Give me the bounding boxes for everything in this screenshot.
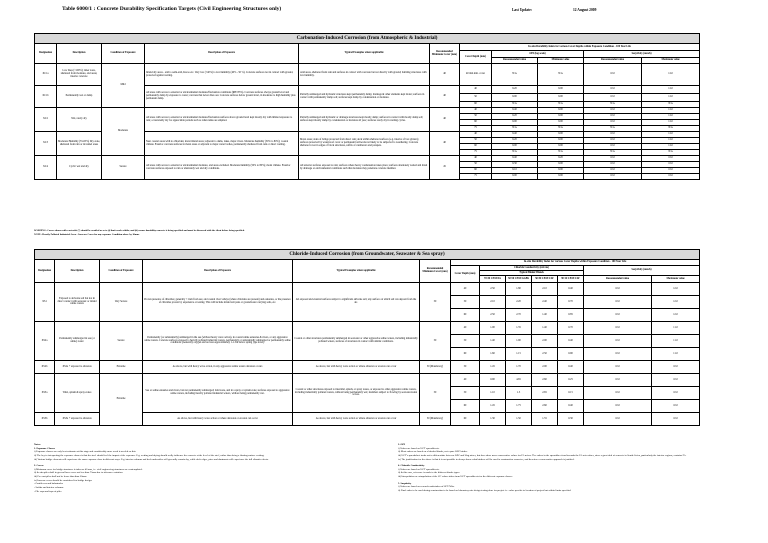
cell-sorp-rec: N/A [584,126,642,132]
row-condition: Extreme [100,361,143,374]
col-insitu-index: In-situ Durability Index for various Cover Depths within Exposure Condition - 100 Year Life [451,260,700,266]
note-item: i) Values are based on UCT spreadsheets. [398,446,440,450]
cell-sorp-rec: 10.0 [584,144,642,150]
row-code: XC1b [35,86,57,108]
cell-sorp-rec: 10.0 [584,400,652,413]
cell-binder-fa: 1.45 [480,361,506,374]
cell-binder-ggbs: 1.5 [506,387,532,400]
cell-cover: 75 [460,126,492,132]
cell-binder-ggbs: 1.50 [506,413,532,426]
cell-binder-csf90: 0.25 [558,374,584,387]
col-condition: Condition of Exposure [100,260,143,283]
col-opi-rec: Recommended value [492,58,538,64]
cell-sorp-rec: 10.0 [584,413,652,426]
cell-opi-min: N/A [538,64,584,86]
cell-sorp-max: 10.0 [652,387,700,400]
row-examples: Coastal or other structures permanently submerged in seawater or other aggressive saline waters, including industrially polluted waters, surfaces of structures in contact with similar conditions. [293,322,420,361]
note-item: iii) Interpolation or extrapolation of the CC values taken from UCT spreadsheets for the different exposure classes [398,475,513,478]
cell-sorp-rec: 10.0 [584,348,652,361]
note-item: iii) Various bridge elements will experience the same exposure class in different ways. E.g. interior columns and deck undersides will generally remain dry, while deck edges, piers and abutments will experience the full climatic effects. [34,457,269,461]
row-exposure: All areas with access to external or environmental moisture, and areas excluded. Moderate humidity (50% to 80%); moist climate. Exterior concrete surfaces exposed to rain or alternately wet and dry conditions. [145,156,299,180]
cell-cover: 50 [460,94,492,102]
cell-sorp-rec: 10.0 [584,114,642,120]
row-description: Moderate Humidity (55-65%) Dry zone, sheltered from rain or in tunnel areas [57,132,102,156]
row-min-cover: 50 [420,322,451,361]
notes-sorptivity-heading: 5. Sorptivity [398,481,412,485]
cell-binder-ggbs: 2.20 [506,296,532,309]
col-description: Description [57,44,102,64]
cell-sorp-rec: 10.0 [584,387,652,400]
cell-opi-rec: N/A [492,150,538,156]
col-binder-csf90: 90:10 CEM:CSF [558,276,584,283]
cell-opi-rec: 9.40 [492,132,538,138]
row-exposure: Proven presence of chlorides; generally < 1km from sea; and coastal river valleys (where chlorides are present) and estuaries, or the presence of chlorides proven by experience or testing. This will include inland salt pans or groundwater carrying salts, etc. [143,283,293,322]
note-item: ii) In this case, reference is made to the different binder types. [398,471,460,475]
row-description: Low lines (<100%); inner zone, sheltered from moisture, and areas; interior concrete [57,64,102,86]
notes-heading: Notes: [34,443,41,446]
row-code: XC3 [35,132,57,156]
cell-binder-csf90: 0.70 [558,322,584,335]
cell-sorp-max: 12.0 [642,144,700,150]
row-min-cover: 45 [430,156,460,180]
cell-sorp-rec: 10.0 [584,309,652,322]
cell-sorp-max: 12.0 [642,132,700,138]
table-row [35,64,700,86]
cell-cover: 60 [460,168,492,174]
cell-sorp-max: 10.0 [652,374,700,387]
cell-sorp-max: 12.0 [642,138,700,144]
cell-binder-fa: 1.00 [480,322,506,335]
cell-opi-rec: 9.20 [492,138,538,144]
row-examples: All exterior surfaces exposed to rain; surfaces where heavy condensation takes place; surfaces alternately wetted and dried by drainage or environmental conditions such that moisture may penetrate concrete member. [299,156,430,180]
row-condition: Severe [100,322,143,361]
cell-sorp-rec: 10.0 [584,64,642,86]
cell-cover: 40 [451,283,480,296]
cell-cover: 40 [460,86,492,94]
row-examples: Partially submerged and hydraulic structures kept permanently damp; drainage & other elements kept moist; surfaces in contact with permanently damp soil; surfaces kept damp by condensation or moisture. [299,86,430,108]
row-code: XS2b [35,361,55,374]
cell-sorp-rec: 10.0 [584,156,642,162]
note-item: i) Minimum cover for bridge structures is taken as 40 mm, i.e. civil engineering structures are contemplated. [34,467,143,471]
col-designation: Designation [35,44,57,64]
cell-opi-min: 9.00 [538,108,584,114]
cell-sorp-max: N/A [642,102,700,108]
col-sorptivity-group: Sorptivity (mm/h) [584,51,700,58]
row-description: Permanently submerged in sea (or saline) water [55,322,100,361]
row-code: XS3b [35,413,55,426]
row-examples: As above, but with heavy wave action or where abrasion or erosion can occur [293,413,420,426]
row-min-cover: 50 (Mandatory) [420,361,451,374]
cell-binder-ggbs: 2.70 [506,309,532,322]
cell-cover: 75 [460,150,492,156]
row-description: Wet, rarely dry [57,108,102,132]
chloride-section-title: Chloride-Induced Corrosion (from Groundwater, Seawater & Sea spray) [35,250,700,260]
cell-binder-csf50: 1.40 [532,309,558,322]
cell-binder-ggbs: 4.65 [506,374,532,387]
cell-sorp-max: 12.0 [652,296,700,309]
cell-cover: 40 [451,374,480,387]
cell-binder-ggbs: 1.15 [506,348,532,361]
col-description: Description [55,260,100,283]
cell-cover: 50 [460,138,492,144]
cell-binder-ggbs: 1.80 [506,283,532,296]
cell-cover: 40 [460,132,492,138]
cell-sorp-rec: 10.0 [584,138,642,144]
row-condition: Very Severe [100,283,143,322]
cell-sorp-rec: 10.0 [584,283,652,296]
note-item: i) Values are based on research undertaken at UCT/Wits. [398,485,455,489]
cell-binder-csf50: 2.65 [532,387,558,400]
notes-exposure-heading: 1. Exposure Classes [34,446,55,450]
row-exposure: Permanently (or substantially) submerged in the sea (without heavy wave action), in coastal saline estuaries & rivers, or any aggressive saline waters. Concrete surfaces exposed to heavily polluted industrial waters, permanently or substantially submerged or permanently saline conditions (Generally oxygen starved area approximately 1-1.5m below spring type level). [143,322,293,361]
cell-binder-fa: 2.50 [480,283,506,296]
cell-sorp-rec: 10.0 [584,86,642,94]
cell-sorp-max: 10.0 [642,162,700,168]
cell-cover: 60 [460,102,492,108]
col-cci-group: Chloride Conductivity (mS/cm) [480,266,584,271]
col-opi-group: OPI (log scale) [492,51,584,58]
row-examples: Arid areas, sheltered from rain and surfaces in contact with concrete but not directly with ground; building structures with low humidity. [299,64,430,86]
cell-opi-min: N/A [538,126,584,132]
cell-sorp-max: 11.0 [652,348,700,361]
cell-binder-fa: 1.45 [480,400,506,413]
cell-sorp-max: 12.0 [642,114,700,120]
cell-sorp-rec: 10.0 [584,361,652,374]
cell-sorp-rec: 10.0 [584,168,642,174]
row-code: XS2a [35,322,55,361]
cell-binder-fa: 1.60 [480,348,506,361]
cell-cover: 60 [451,348,480,361]
cell-sorp-max: 12.0 [642,108,700,114]
col-binder-group: Typical Binder Blends [480,271,584,276]
cell-sorp-max: 12.0 [642,94,700,102]
cell-sorp-max: 10.0 [642,156,700,162]
cell-binder-csf50: 1.55 [532,413,558,426]
cell-binder-csf50: 2.40 [532,296,558,309]
cell-cover: 50 [451,296,480,309]
cell-binder-fa: 2.50 [480,309,506,322]
row-exposure: All areas with access to external or environmental moisture/fluctuation conditions (RH>85%). Concrete surfaces always ground level and permanently damp by exposure to water; concrete that never dries out. Concrete surfaces below ground level, in moderate to high humidity plus permanent damp. [145,86,299,108]
cell-sorp-max: 10.0 [642,174,700,180]
cell-sorp-max: N/A [642,126,700,132]
row-description: Tidal, splash & spray zones [55,374,100,413]
col-min-cover: Recommended Minimum Cover (mm) [430,44,460,64]
cell-sorp-max: 12.0 [642,120,700,126]
row-exposure: All areas with access to external or environmental moisture/fluctuation surfaces above ground level kept mostly dry with limited exposure to rain; occasionally dry for appreciable periods such as when tanks are emptied. [145,108,299,132]
cell-binder-csf50: 2.60 [532,400,558,413]
row-description: XS2a + exposed to abrasion [55,361,100,374]
cell-opi-rec: 9.10 [492,168,538,174]
cell-cover: 60 [451,309,480,322]
row-condition: Severe [102,156,145,180]
cell-opi-min: N/A [538,150,584,156]
cell-sorp-max: 11.0 [652,335,700,348]
cell-opi-rec: N/A [492,126,538,132]
row-code: XC2 [35,108,57,132]
cell-cover: 75 [460,174,492,180]
col-insitu-index: In-situ Durability Index for various Cover Depths within Exposure Condition - 100 Year Life [460,44,700,51]
row-examples: Coastal or other structures exposed to intertidal, splash, or spray zones, or exposed to other aggressive saline waters, including industrially polluted waters, without being permanently wet; members subject to flowing by seawater-laden waves. [293,374,420,413]
cell-cover: 40 [460,108,492,114]
warning-note: WARNING: Covers shown with a asterisk (*) should be avoided as as to (i) limit crack widths, and (ii) ensure durability concrete is being specified and must be discussed with the client before being specified. [34,229,245,232]
col-designation: Designation [35,260,55,283]
cell-cover: 60 [460,120,492,126]
row-condition: Moderate [102,108,145,156]
cell-binder-csf50: 2.10 [532,283,558,296]
col-min-cover: Recommended Minimum Cover (mm) [420,260,451,283]
cell-sorp-max: 12.0 [652,309,700,322]
row-code: XS1 [35,283,55,322]
cell-cover: 60 [451,400,480,413]
cell-opi-rec: 9.20 [492,114,538,120]
cell-sorp-rec: 10.0 [584,335,652,348]
cell-opi-min: 9.00 [538,138,584,144]
cell-sorp-max: 11.0 [652,322,700,335]
col-sorp-max: Maximum value [642,58,700,64]
cell-cover: 60 [460,144,492,150]
row-description: Exposed to airborne salt but not in direct contact with seawater or inland saline waters [55,283,100,322]
row-examples: All exposed and external surfaces subject to significant airborne salt; any surface on which salt can deposit from the air. [293,283,420,322]
cell-sorp-rec: 10.0 [584,296,652,309]
cell-opi-min: 9.00 [538,168,584,174]
row-examples: Partially submerged and hydraulic or drainage structures kept mostly damp; surfaces in contact with mostly damp soil; surfaces kept mostly damp by condensation or moisture all year; surfaces rarely dry in wetting cycles. [299,108,430,132]
cell-sorp-max: 10.0 [652,361,700,374]
last-update-value: 12 August 2009 [573,8,597,12]
cell-opi-min: 9.20 [538,156,584,162]
cell-binder-csf90: 0.40 [558,335,584,348]
cell-opi-rec: 9.20 [492,86,538,94]
cell-opi-min: 9.00 [538,132,584,138]
industrial-note: NOTE: Heavily Polluted Industrial Areas - Increase Cover for any exposure Condition above by 10mm. [34,233,140,236]
col-examples: Typical Examples where applicable [299,44,430,64]
carbonation-section-title: Carbonation-Induced Corrosion (from Atmospheric & Industrial) [35,34,700,44]
note-item: ii) Final value to be used during construction to be based on laboratory mix design testing done for project i.e. value specific to location of project but within limits specified [398,488,571,492]
cell-binder-csf90: 0.90 [558,348,584,361]
row-min-cover: 40 [430,108,460,132]
cell-sorp-rec: N/A [584,150,642,156]
cell-binder-csf50: 1.40 [532,322,558,335]
cell-binder-csf50: 2.50 [532,348,558,361]
row-code: XC4 [35,156,57,180]
cell-binder-csf90: 0.85 [558,309,584,322]
row-min-cover: 50 [420,374,451,413]
row-description: Cyclic wet and dry [57,156,102,180]
row-description: XS3a + exposed to abrasion [55,413,100,426]
col-binder-ggbs: 50:50 CEM:GGBS [506,276,532,283]
row-min-cover: 40 [430,64,460,86]
row-min-cover: 40 [430,86,460,108]
note-item: ii) In-situ piles shall in general have cover not less than 75mm due to tolerance variation. [34,471,124,475]
cell-binder-ggbs: 1.70 [506,361,532,374]
row-min-cover: 50 (Mandatory) [420,413,451,426]
cell-binder-csf50: 2.00 [532,335,558,348]
cell-sorp-max: 12.0 [642,64,700,86]
cell-binder-fa: 0.90 [480,374,506,387]
col-desc-exposure: Description of Exposure [145,44,299,64]
cell-sorp-rec: 10.0 [584,322,652,335]
col-sorp-rec: Recommended value [584,58,642,64]
table-row [35,322,700,335]
cell-opi-rec: N/A [492,64,538,86]
col-examples: Typical Examples where applicable [293,260,420,283]
cell-sorp-rec: 10.0 [584,108,642,114]
cell-binder-fa: 1.30 [480,413,506,426]
cell-cover: 50 [460,114,492,120]
cell-binder-csf90: 0.40 [558,283,584,296]
cell-opi-min: 9.00 [538,162,584,168]
cell-sorp-max: 12.0 [642,86,700,94]
cell-sorp-rec: N/A [584,102,642,108]
cell-binder-csf50: 2.00 [532,361,558,374]
cell-binder-ggbs: 1.90 [506,335,532,348]
row-exposure: As above, but with heavy wave action, in any aggressive saline waters abrasion occurs [143,361,293,374]
row-description: Permanently wet or damp [57,86,102,108]
cell-binder-fa: 2.10 [480,296,506,309]
note-item: - Pile caps and tops of piles [34,489,62,493]
cell-binder-csf50: 2.60 [532,374,558,387]
row-exposure: Inland dry areas - arid to semi-arid, Karoo etc. Very low (<40%) to low humidity (40% - 50 %). Concrete surfaces not in contact with ground, protected against wetting. [145,64,299,86]
col-sorptivity-group: Sorptivity (mm/h) [584,266,700,276]
cell-sorp-rec: 10.0 [584,162,642,168]
row-exposure: Sea or saline estuaries and rivers, but not permanently submerged; tidal zone, and in a spray or splash zone; surfaces exposed to aggressive saline waters, including heavily polluted industrial waters, without being permanently wet. [143,374,293,413]
row-cover: 40 mm min. cover [460,64,492,86]
cell-sorp-rec: 10.0 [584,120,642,126]
notes-cc-heading: 4. Chloride Conductivity [398,464,425,468]
notes-opi-heading: 3. OPI [398,443,405,446]
col-binder-fa: 70:30 CEM:FA [480,276,506,283]
table-row [35,361,700,374]
cell-opi-min: 9.00 [538,144,584,150]
note-item: iii) UCT's spreadsheet tends not to differentiate between OPC and Slag mixes, but does show more conservative values for FA mixes. The values in the spreadsheet tend towards the FA mix values, since a great deal of concrete in South Africa, particularly the interior regions, contains FA. [398,453,687,457]
cell-cover: 50 [451,387,480,400]
col-condition: Condition of Exposure [102,44,145,64]
carbonation-table [34,33,700,180]
note-item: i) Values are based on UCT spreadsheets. [398,467,440,471]
row-exposure: Near coastal areas with no chlorides; moist inland areas; adjacent to dams, lakes, major rivers. Moderate humidity (50% to 80%); coastal climate. Exterior concrete surfaces in moist areas or adjacent to major water bodies, permanently sheltered from rain or direct wetting. [145,132,299,156]
cell-cover: 50 [451,335,480,348]
notes-cover-heading: 2. Cover: [34,464,44,468]
cell-binder-csf90: 0.70 [558,296,584,309]
cell-cover: 50 [460,162,492,168]
cell-sorp-max: 10.0 [642,168,700,174]
col-opi-min: Minimum value [538,58,584,64]
cell-opi-min: 9.00 [538,120,584,126]
row-condition: Extreme [100,374,143,426]
note-item: ii) The key to interpreting the exposure classes is that the steel should feel the impact of the exposure. E.g. wetting and drying should really influence the concrete at the level of the steel, rather than being a floating surface wetting. [34,453,265,457]
cell-sorp-rec: 10.0 [584,132,642,138]
cell-binder-csf90: 0.30 [558,413,584,426]
cell-opi-rec: 9.40 [492,156,538,162]
cell-sorp-rec: 10.0 [584,374,652,387]
note-item: iv) The justification for the above is that it is not possible to always know what binders will be used in construction concretes, and therefore a conservative approach is justified. [398,457,575,461]
cell-sorp-rec: 10.0 [584,94,642,102]
cell-binder-csf90: 0.15 [558,387,584,400]
cell-opi-rec: 9.00 [492,144,538,150]
cell-cover: 40 [451,322,480,335]
cell-sorp-max: 10.0 [652,413,700,426]
table-row [35,283,700,296]
cell-binder-ggbs: 1.35 [506,322,532,335]
row-condition: Mild [102,64,145,108]
row-code: XS3a [35,374,55,413]
cell-opi-min: N/A [538,102,584,108]
cell-opi-rec: 9.00 [492,94,538,102]
row-examples: As above, but with heavy wave action or where abrasion or erosion can occur [293,361,420,374]
chloride-table [34,249,700,426]
note-item: i) Exposure classes are only best estimates at this stage and considerably more work is needed on this. [34,450,137,454]
cell-cover: 50 [451,361,480,374]
col-binder-csf50: 50:50 CEM:CSF [532,276,558,283]
note-item: iv) Increase cover should be considered for bridge design: [34,478,93,482]
cell-opi-min: 9.00 [538,86,584,94]
note-item: iii) Pre-cast piles shall not be lesser than than 50mm. [34,475,87,478]
col-cover-depth: Cover Depth (mm) [451,266,480,283]
cell-cover: 40 [460,156,492,162]
col-cover-depth: Cover Depth (mm) [460,51,492,64]
cell-binder-csf90: 0.40 [558,361,584,374]
col-sorp-max: Maximum value [652,276,700,283]
note-item: ii) Most values are based on a blended binder, not a pure OPC binder. [398,450,468,454]
cell-binder-fa: 1.10 [480,387,506,400]
cell-sorp-max: 10.0 [652,400,700,413]
cell-opi-min: 9.00 [538,174,584,180]
row-min-cover: 50 [420,283,451,322]
row-examples: Moist areas; sides of bridge protected from direct rain; deck within sheltered surfaces (e.g. interior of box girders); surfaces protected by waterproof cover or permanent formwork not likely to be subjected to weathering. Concrete sheltered cover in edges of block structures, soffits of cantilevers and parapets. [299,132,430,156]
last-update-label: Last Update: [512,8,533,12]
note-item: - Soffits and interior columns [34,485,64,489]
table-row [35,374,700,387]
cell-opi-rec: N/A [492,102,538,108]
cell-binder-fa: 1.40 [480,335,506,348]
col-desc-exposure: Description of Exposure [143,260,293,283]
cell-opi-min: 9.00 [538,114,584,120]
cell-sorp-rec: 10.0 [584,174,642,180]
cell-opi-rec: 9.30 [492,162,538,168]
row-min-cover: 40 [430,132,460,156]
cell-cover: 60 [451,413,480,426]
cell-opi-rec: 9.00 [492,174,538,180]
cell-opi-rec: 9.00 [492,120,538,126]
notes-left [34,443,364,493]
row-exposure: As above, but with heavy wave action or where abrasion or erosion can occur [143,413,293,426]
cell-opi-min: 9.00 [538,94,584,102]
notes-right [398,443,728,493]
cell-sorp-max: 12.0 [652,283,700,296]
row-code: XC1a [35,64,57,86]
page-title: Table 6000/1 : Concrete Durability Specification Targets (Civil Engineering Structures only) [62,6,282,12]
cell-sorp-max: N/A [642,150,700,156]
col-sorp-rec: Recommended value [584,276,652,283]
note-item: - Cantilevers and balustrades [34,482,63,486]
cell-opi-rec: 9.40 [492,108,538,114]
cell-binder-ggbs: 1.75 [506,400,532,413]
cell-binder-csf90: 0.40 [558,400,584,413]
